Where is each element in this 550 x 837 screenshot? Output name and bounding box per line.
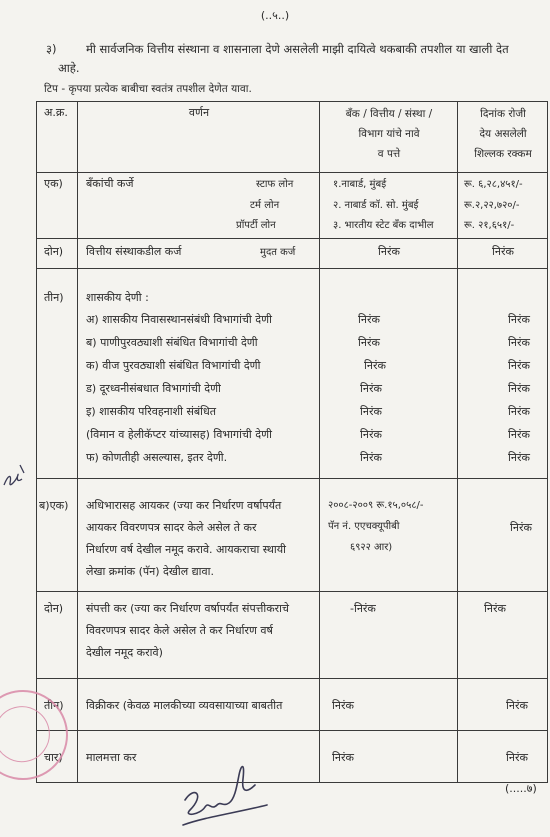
description-line: संपत्ती कर (ज्या कर निर्धारण वर्षापर्यंत संपत्तीकराचे — [86, 602, 289, 615]
signature — [175, 755, 275, 835]
table-row — [37, 731, 548, 783]
header-description-label: वर्णन — [188, 106, 210, 119]
row-description: बँकांची कर्जे — [86, 177, 134, 190]
header-sr — [37, 102, 78, 173]
loan-type: प्रॉपर्टी लोन — [236, 220, 276, 231]
amount: निरंक — [506, 699, 528, 712]
amount: निरंक — [508, 359, 530, 372]
row-sr: तीन) — [44, 699, 64, 712]
bank-name: निरंक — [360, 428, 382, 441]
table-row — [37, 479, 548, 592]
stamp-inner-ring — [0, 702, 54, 767]
sub-item: ब) पाणीपुरवठ्याशी संबंधित विभागांची देणी — [86, 336, 258, 349]
row-sr: तीन) — [44, 291, 64, 304]
table-row — [37, 239, 548, 269]
amount: निरंक — [492, 245, 514, 258]
amount: निरंक — [508, 336, 530, 349]
header-amount-line-3: शिल्लक रक्कम — [474, 148, 532, 160]
intro-line-1: मी सार्वजनिक वित्तीय संस्थाना व शासनाला देणे असलेली माझी दायित्वे थकबाकी तपशील या खाली देत — [86, 42, 509, 56]
bank-name: -निरंक — [350, 602, 376, 615]
page-number: (..५..) — [260, 9, 290, 22]
bank-name: १.नाबार्ड, मुंबई — [333, 179, 387, 190]
bank-name: निरंक — [378, 245, 400, 258]
row-sr: ब)एक) — [39, 499, 69, 512]
row-description: विक्रीकर (केवळ मालकीच्या व्यवसायाच्या बाबतीत — [86, 699, 283, 712]
intro-line-2: आहे. — [58, 61, 80, 75]
margin-initials-signature — [0, 455, 30, 495]
sub-item: अ) शासकीय निवासस्थानसंबंधी विभागांची देणी — [86, 313, 272, 326]
amount: निरंक — [510, 521, 532, 534]
description-line: अधिभारासह आयकर (ज्या कर निर्धारण वर्षापर्यंत — [86, 499, 282, 512]
table-row — [37, 592, 548, 679]
header-bank-line-1: बँक / वित्तीय / संस्था / — [345, 108, 433, 120]
header-amount — [458, 102, 548, 173]
row-description: शासकीय देणी : — [86, 291, 149, 304]
loan-type: मुदत कर्ज — [260, 247, 296, 258]
row-sr: एक) — [44, 177, 63, 190]
tax-detail-line: ६९२२ आर) — [350, 542, 393, 553]
bank-name: निरंक — [360, 451, 382, 464]
amount: निरंक — [508, 313, 530, 326]
row-description: वित्तीय संस्थाकडील कर्ज — [86, 245, 182, 258]
header-bank-line-3: व पत्ते — [377, 148, 401, 160]
table-row — [37, 173, 548, 239]
header-amount-line-2: देय असलेली — [479, 128, 527, 140]
bank-name: निरंक — [358, 336, 380, 349]
bank-name: २. नाबार्ड कॉ. सो. मुंबई — [333, 200, 419, 211]
row-sr: चार) — [44, 751, 63, 764]
row-sr: दोन) — [44, 602, 64, 615]
table-header-row — [37, 102, 548, 173]
amount: रू.२,२२,७२०/- — [464, 200, 520, 211]
loan-type: टर्म लोन — [250, 200, 280, 211]
description-line: देखील नमूद करावे) — [86, 646, 163, 659]
loan-type: स्टाफ लोन — [256, 179, 294, 190]
description-line: लेखा क्रमांक (पॅन) देखील द्यावा. — [86, 565, 214, 578]
continuation-marker: (.....७) — [505, 782, 537, 795]
row-sr: दोन) — [44, 245, 64, 258]
sub-item: क) वीज पुरवठ्याशी संबंधित विभागांची देणी — [86, 359, 261, 372]
bank-name: निरंक — [360, 382, 382, 395]
sub-item: (विमान व हेलीकॅप्टर यांच्यासह) विभागांची देणी — [86, 428, 272, 441]
bank-name: निरंक — [360, 405, 382, 418]
amount: निरंक — [508, 405, 530, 418]
table-row — [37, 269, 548, 479]
liabilities-table — [36, 101, 548, 783]
bank-name: निरंक — [358, 313, 380, 326]
amount: निरंक — [484, 602, 506, 615]
sub-item: ड) दूरध्वनीसंबधात विभागांची देणी — [86, 382, 221, 395]
header-amount-line-1: दिनांक रोजी — [480, 108, 526, 120]
header-bank-line-2: विभाग यांचे नावे — [358, 128, 420, 140]
amount: रू. ६,२८,४५१/- — [464, 179, 523, 190]
bank-name: ३. भारतीय स्टेट बँक दाभील — [333, 220, 434, 231]
tax-detail-line: पॅन नं. एएचक्यूपीबी — [328, 521, 400, 532]
amount: निरंक — [508, 382, 530, 395]
description-line: आयकर विवरणपत्र सादर केले असेल ते कर — [86, 521, 257, 534]
header-description — [78, 102, 320, 173]
bank-name: निरंक — [332, 699, 354, 712]
amount: निरंक — [506, 751, 528, 764]
row-description: मालमत्ता कर — [86, 751, 137, 764]
header-bank — [320, 102, 458, 173]
description-line: विवरणपत्र सादर केले असेल ते कर निर्धारण वर्ष — [86, 624, 273, 637]
amount: निरंक — [508, 451, 530, 464]
tax-detail-line: २००८-२००९ रू.१५,०५८/- — [328, 500, 424, 511]
header-sr-label: अ.क्र. — [44, 106, 68, 119]
tip-note: टिप - कृपया प्रत्येक बाबीचा स्वतंत्र तपशील देणेत यावा. — [44, 83, 252, 95]
sub-item: इ) शासकीय परिवहनाशी संबंधित — [86, 405, 217, 418]
bank-name: निरंक — [364, 359, 386, 372]
amount: निरंक — [508, 428, 530, 441]
sub-item: फ) कोणतीही असल्यास, इतर देणी. — [86, 451, 228, 464]
table-row — [37, 679, 548, 731]
description-line: निर्धारण वर्ष देखील नमूद करावे. आयकराचा स्थायी — [86, 543, 286, 556]
intro-number: ३) — [46, 42, 57, 56]
bank-name: निरंक — [332, 751, 354, 764]
amount: रू. २१,६५१/- — [464, 220, 515, 231]
